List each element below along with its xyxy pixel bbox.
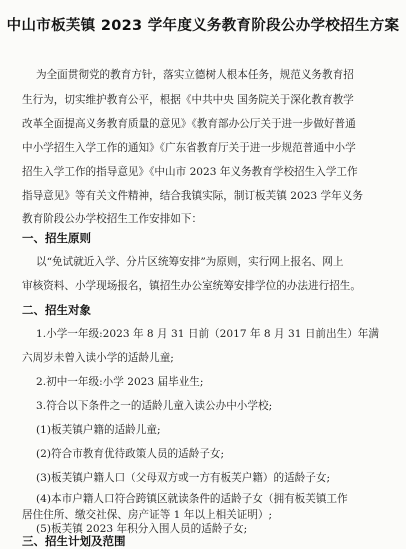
intro-line: 招生入学工作的指导意见》《中山市 2023 年义务教育学校招生入学工作 <box>22 166 358 178</box>
target-sub-1: (1)板芙镇户籍的适龄儿童; <box>36 424 161 436</box>
intro-line: 生行为，切实维护教育公平，根据《中共中央 国务院关于深化教育教学 <box>22 94 354 106</box>
target-sub-3: (3)板芙镇户籍人口（父母双方或一方有板芙户籍）的适龄子女; <box>36 472 331 484</box>
document-title: 中山市板芙镇 2023 学年度义务教育阶段公办学校招生方案 <box>6 18 400 34</box>
intro-line: 指导意见》等有关文件精神，结合我镇实际，制订板芙镇 2023 学年义务 <box>22 190 363 202</box>
section-heading-targets: 二、招生对象 <box>22 303 91 317</box>
target-item-2: 2.初中一年级:小学 2023 届毕业生; <box>36 376 204 388</box>
section-heading-principle: 一、招生原则 <box>22 231 91 245</box>
target-item-1-cont: 六周岁未曾入读小学的适龄儿童; <box>22 352 174 364</box>
intro-line: 教育阶段公办学校招生工作安排如下： <box>22 213 203 225</box>
intro-line: 中小学招生入学工作的通知》《广东省教育厅关于进一步规范普通中小学 <box>22 142 356 154</box>
target-sub-5: (5)板芙镇 2023 年积分入围人员的适龄子女; <box>36 523 248 535</box>
principle-line: 审核资料、小学现场报名，镇招生办公室统筹安排学位的办法进行招生。 <box>22 280 361 292</box>
section-heading-plan: 三、招生计划及范围 <box>22 534 126 548</box>
intro-line: 为全面贯彻党的教育方针，落实立德树人根本任务，规范义务教育招 <box>36 69 354 81</box>
target-item-3: 3.符合以下条件之一的适龄儿童入读公办中小学校; <box>36 400 273 412</box>
target-sub-2: (2)符合市教育优待政策人员的适龄子女; <box>36 448 225 460</box>
target-sub-4: (4)本市户籍人口符合跨镇区就读条件的适龄子女（拥有板芙镇工作 <box>36 493 348 505</box>
target-item-1: 1.小学一年级:2023 年 8 月 31 日前（2017 年 8 月 31 日前出生）年满 <box>36 328 379 340</box>
intro-line: 改革全面提高义务教育质量的意见》《教育部办公厅关于进一步做好普通 <box>22 118 356 130</box>
target-sub-4-cont: 居住住所、缴交社保、房产证等 1 年以上相关证明）; <box>22 509 273 521</box>
principle-line: 以“免试就近入学、分片区统筹安排”为原则，实行网上报名、网上 <box>36 256 344 268</box>
